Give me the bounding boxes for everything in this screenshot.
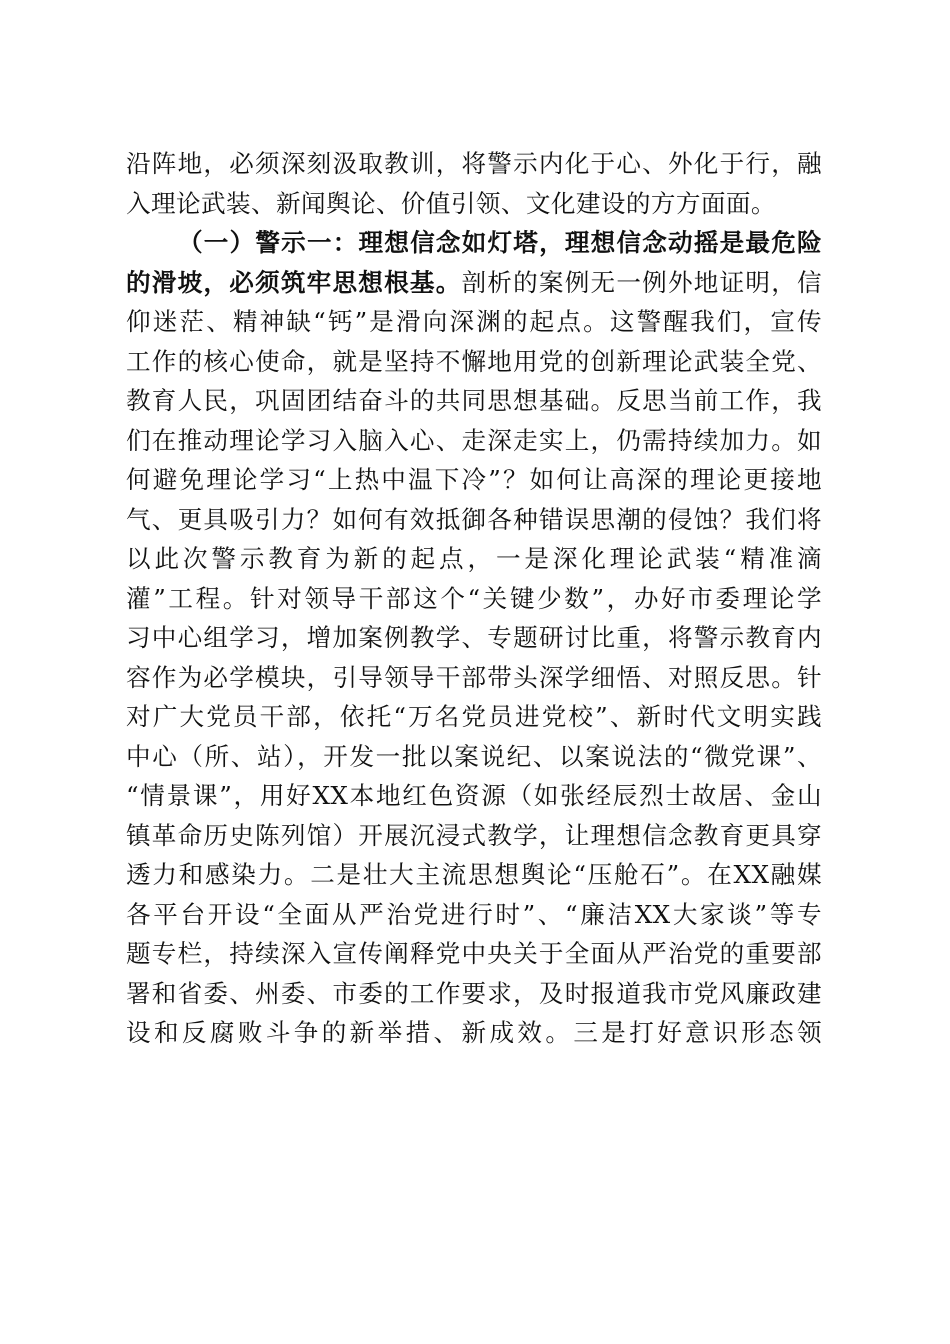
text-line: 设和反腐败斗争的新举措、新成效。三是打好意识形态领 [126, 1018, 822, 1047]
section-heading: （一）警示一：理想信念如灯塔，理想信念动摇是最危险 [178, 228, 822, 257]
text-line: 镇革命历史陈列馆）开展沉浸式教学，让理想信念教育更具穿 [126, 820, 822, 850]
text-line: 们在推动理论学习入脑入心、走深走实上，仍需持续加力。如 [126, 425, 822, 455]
section-heading-continued: 的滑坡，必须筑牢思想根基。 [126, 267, 462, 297]
text-run: 剖析的案例无一例外地证明，信 [461, 267, 822, 297]
text-line: 工作的核心使命，就是坚持不懈地用党的创新理论武装全党、 [126, 346, 822, 376]
text-line: 何避免理论学习“上热中温下冷”？如何让高深的理论更接地 [126, 465, 822, 494]
text-line: 入理论武装、新闻舆论、价值引领、文化建设的方方面面。 [126, 188, 776, 218]
text-line: 灌”工程。针对领导干部这个“关键少数”，办好市委理论学 [126, 583, 822, 613]
body-text [126, 144, 822, 1053]
text-line: 教育人民，巩固团结奋斗的共同思想基础。反思当前工作，我 [126, 386, 822, 415]
text-line: 各平台开设“全面从严治党进行时”、“廉洁XX大家谈”等专 [126, 899, 822, 929]
text-line: 以此次警示教育为新的起点，一是深化理论武装“精准滴 [126, 544, 822, 573]
text-line: 仰迷茫、精神缺“钙”是滑向深渊的起点。这警醒我们，宣传 [126, 307, 822, 336]
text-line: 题专栏，持续深入宣传阐释党中央关于全面从严治党的重要部 [126, 939, 822, 968]
text-line: 中心（所、站），开发一批以案说纪、以案说法的“微党课”、 [126, 741, 822, 771]
text-line [126, 263, 822, 303]
text-line: 容作为必学模块，引导领导干部带头深学细悟、对照反思。针 [126, 662, 822, 692]
text-line: 对广大党员干部，依托“万名党员进党校”、新时代文明实践 [126, 702, 822, 731]
text-line: 透力和感染力。二是壮大主流思想舆论“压舱石”。在XX融媒 [126, 860, 822, 889]
text-line: 气、更具吸引力？如何有效抵御各种错误思潮的侵蚀？我们将 [126, 504, 822, 534]
text-line: 习中心组学习，增加案例教学、专题研讨比重，将警示教育内 [126, 623, 822, 652]
text-line: 沿阵地，必须深刻汲取教训，将警示内化于心、外化于行，融 [126, 149, 822, 178]
text-line: 署和省委、州委、市委的工作要求，及时报道我市党风廉政建 [126, 978, 822, 1008]
text-line: “情景课”，用好XX本地红色资源（如张经辰烈士故居、金山 [126, 781, 822, 810]
